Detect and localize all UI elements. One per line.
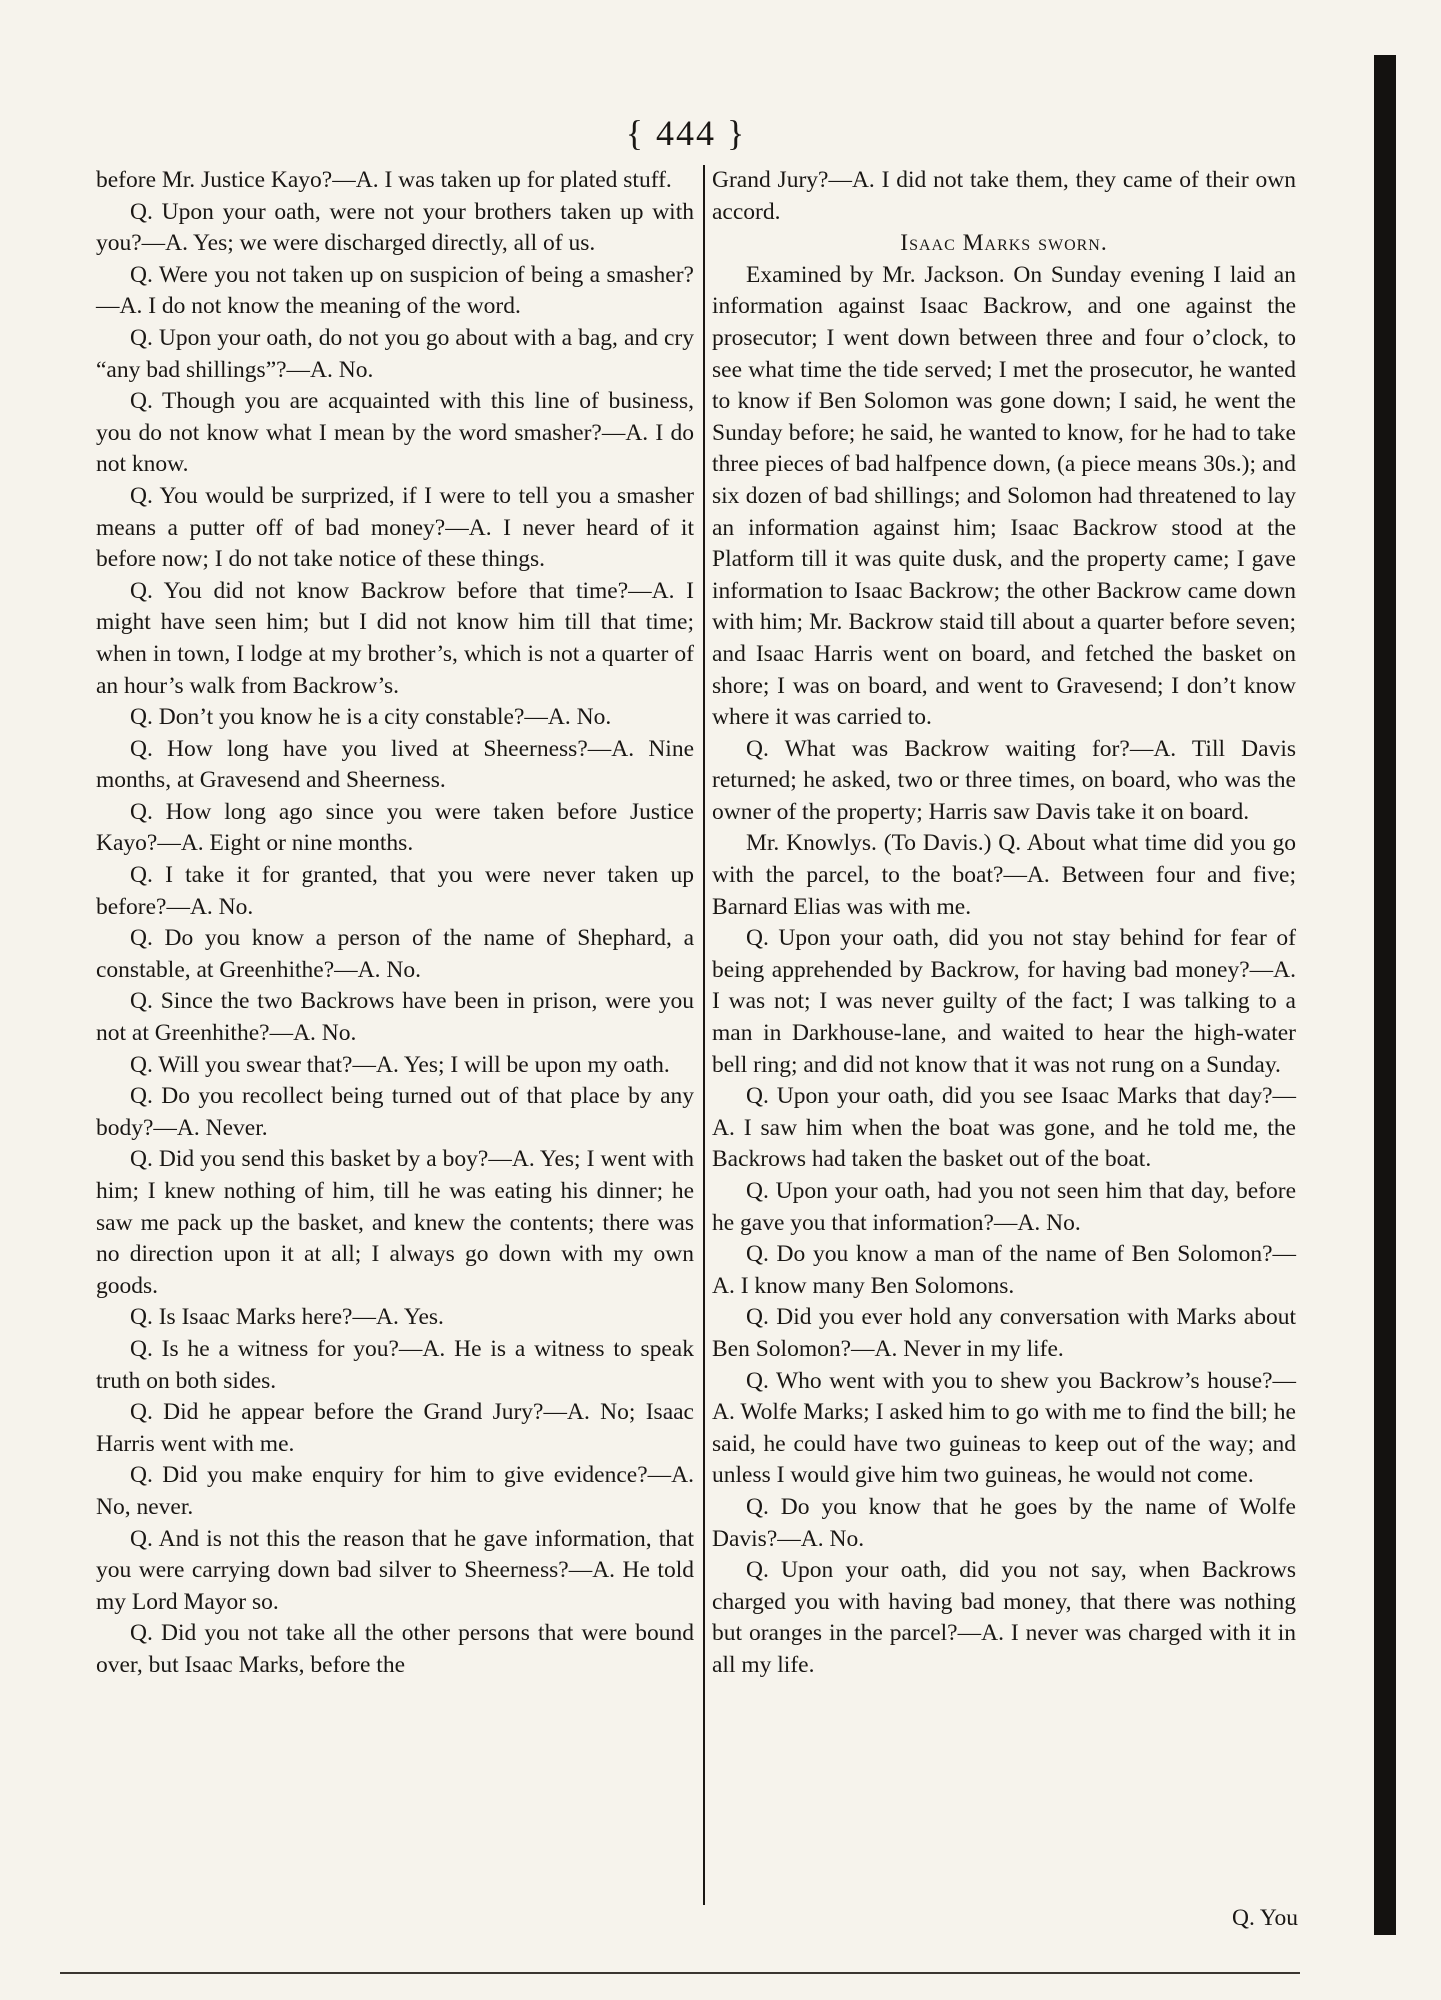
right-column [712, 165, 1296, 1682]
testimony-paragraph: Q. Though you are acquainted with this line of business, you do not know what I mean by the word smasher?—A. I do not know. [96, 388, 694, 478]
testimony-paragraph: Q. Since the two Backrows have been in prison, were you not at Greenhithe?—A. No. [96, 988, 694, 1047]
witness-heading: Isaac Marks sworn. [900, 230, 1108, 257]
testimony-paragraph: Q. Upon your oath, do not you go about with a bag, and cry “any bad shillings”?—A. No. [96, 324, 694, 383]
testimony-paragraph: Q. Do you know a man of the name of Ben Solomon?—A. I know many Ben Solomons. [712, 1241, 1296, 1299]
testimony-paragraph: Q. Do you know a person of the name of Shephard, a constable, at Greenhithe?—A. No. [96, 925, 694, 983]
testimony-paragraph: before Mr. Justice Kayo?—A. I was taken up for plated stuff. [96, 167, 672, 193]
testimony-paragraph: Q. Did you not take all the other persons that were bound over, but Isaac Marks, before the [96, 1620, 694, 1678]
testimony-paragraph: Examined by Mr. Jackson. On Sunday evening I laid an information against Isaac Backrow, and one against the prosecutor; I went down between three and four o’clock, to see what time the tide served; I met the prosecutor, he wanted to know if Ben Solomon was gone down; I said, he went the Sunday before; he said, he wanted to know, for he had to take three pieces of bad halfpence down, (a piece means 30s.); and six dozen of bad shillings; and Solomon had threatened to lay an information against him; Isaac Backrow stood at the Platform till it was quite dusk, and the property came; I gave information to Isaac Backrow; the other Backrow came down with him; Mr. Backrow staid till about a quarter before seven; and Isaac Harris went on board, and fetched the basket on shore; I was on board, and went to Gravesend; I don’t know where it was carried to. [712, 261, 1296, 731]
testimony-paragraph: Q. How long have you lived at Sheerness?—A. Nine months, at Gravesend and Sheerness. [96, 735, 694, 794]
testimony-paragraph: Q. Upon your oath, did you not say, when Backrows charged you with having bad money, that there was nothing but oranges in the parcel?—A. I never was charged with it in all my life. [712, 1557, 1296, 1678]
testimony-paragraph: Q. You did not know Backrow before that time?—A. I might have seen him; but I did not know him till that time; when in town, I lodge at my brother’s, which is not a quarter of an hour’s walk from Backrow’s. [96, 577, 694, 699]
testimony-paragraph: Q. Is he a witness for you?—A. He is a witness to speak truth on both sides. [96, 1335, 694, 1394]
page-number: { 444 } [625, 113, 747, 153]
testimony-paragraph: Q. I take it for granted, that you were never taken up before?—A. No. [96, 862, 694, 920]
testimony-paragraph: Q. Upon your oath, did you not stay behind for fear of being apprehended by Backrow, for having bad money?—A. I was not; I was never guilty of the fact; I was talking to a man in Darkhouse-lane, and waited to hear the high-water bell ring; and did not know that it was not rung on a Sunday. [712, 925, 1296, 1078]
testimony-paragraph: Q. Is Isaac Marks here?—A. Yes. [130, 1304, 444, 1331]
testimony-paragraph: Q. Don’t you know he is a city constable?—A. No. [130, 704, 612, 731]
testimony-paragraph: Q. Did you ever hold any conversation with Marks about Ben Solomon?—A. Never in my life. [712, 1304, 1296, 1362]
testimony-paragraph: Mr. Knowlys. (To Davis.) Q. About what time did you go with the parcel, to the boat?—A. Between four and five; Barnard Elias was with me. [712, 830, 1296, 920]
testimony-paragraph: Q. What was Backrow waiting for?—A. Till Davis returned; he asked, two or three times, on board, who was the owner of the property; Harris saw Davis take it on board. [712, 735, 1296, 825]
testimony-paragraph: Q. Upon your oath, had you not seen him that day, before he gave you that information?—A. No. [712, 1178, 1296, 1236]
testimony-paragraph: Q. Upon your oath, did you see Isaac Marks that day?—A. I saw him when the boat was gone, and he told me, the Backrows had taken the basket out of the boat. [712, 1083, 1296, 1173]
column-divider [703, 165, 705, 1905]
bottom-rule [60, 1972, 1300, 1974]
testimony-paragraph: Q. And is not this the reason that he gave information, that you were carrying down bad silver to Sheerness?—A. He told my Lord Mayor so. [96, 1525, 694, 1615]
testimony-paragraph: Q. Upon your oath, were not your brothers taken up with you?—A. Yes; we were discharged directly, all of us. [96, 198, 694, 257]
testimony-paragraph: Q. Did you send this basket by a boy?—A. Yes; I went with him; I knew nothing of him, till he was eating his dinner; he saw me pack up the basket, and knew the contents; there was no direction upon it at all; I always go down with my own goods. [96, 1146, 694, 1299]
testimony-paragraph: Q. You would be surprized, if I were to tell you a smasher means a putter off of bad money?—A. I never heard of it before now; I do not take notice of these things. [96, 482, 694, 573]
binding-edge [1374, 55, 1396, 1935]
testimony-paragraph: Q. Do you recollect being turned out of that place by any body?—A. Never. [96, 1083, 694, 1141]
testimony-paragraph: Grand Jury?—A. I did not take them, they came of their own accord. [712, 167, 1296, 225]
testimony-paragraph: Q. Do you know that he goes by the name of Wolfe Davis?—A. No. [712, 1493, 1296, 1552]
testimony-paragraph: Q. Who went with you to shew you Backrow’s house?—A. Wolfe Marks; I asked him to go with me to find the bill; he said, he could have two guineas to keep out of the way; and unless I would give him two guineas, he would not come. [712, 1367, 1296, 1489]
testimony-paragraph: Q. Did he appear before the Grand Jury?—A. No; Isaac Harris went with me. [96, 1399, 694, 1457]
testimony-paragraph: Q. Will you swear that?—A. Yes; I will be upon my oath. [130, 1051, 670, 1078]
testimony-paragraph: Q. How long ago since you were taken before Justice Kayo?—A. Eight or nine months. [96, 798, 694, 857]
testimony-paragraph: Q. Were you not taken up on suspicion of being a smasher?—A. I do not know the meaning of the word. [96, 261, 694, 320]
left-column [96, 165, 694, 1682]
testimony-paragraph: Q. Did you make enquiry for him to give evidence?—A. No, never. [96, 1462, 694, 1520]
catchword: Q. You [1232, 1905, 1298, 1931]
